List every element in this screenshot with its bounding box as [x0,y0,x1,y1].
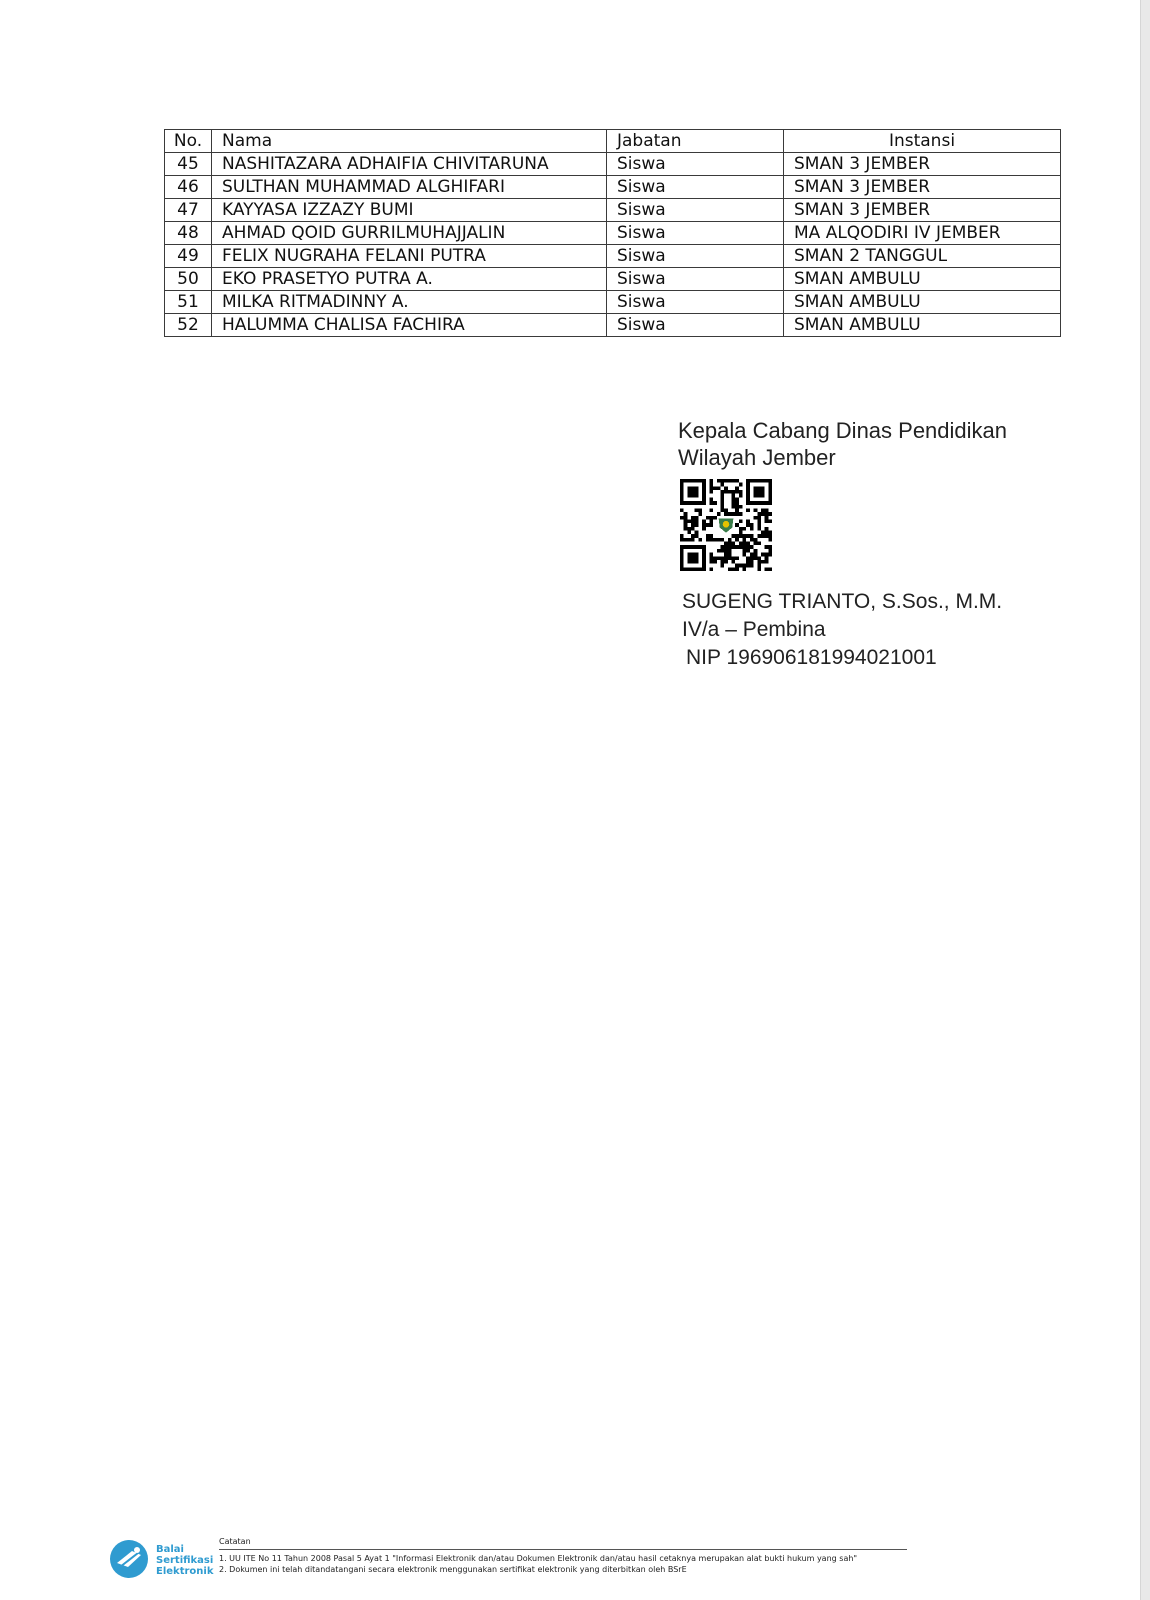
cell-nama: MILKA RITMADINNY A. [212,291,607,314]
cell-nama: KAYYASA IZZAZY BUMI [212,199,607,222]
cell-no: 45 [165,153,212,176]
table-header-row [165,130,1061,153]
cell-nama: EKO PRASETYO PUTRA A. [212,268,607,291]
header-instansi: Instansi [784,130,1061,153]
cell-instansi: SMAN AMBULU [784,314,1061,337]
cell-instansi: SMAN 3 JEMBER [784,176,1061,199]
table-row [165,176,1061,199]
header-jabatan: Jabatan [607,130,784,153]
table-row [165,291,1061,314]
cell-instansi: SMAN 3 JEMBER [784,153,1061,176]
cell-instansi: MA ALQODIRI IV JEMBER [784,222,1061,245]
cell-instansi: SMAN AMBULU [784,291,1061,314]
cell-no: 50 [165,268,212,291]
qr-code-icon [680,479,772,571]
cell-instansi: SMAN 2 TANGGUL [784,245,1061,268]
cell-instansi: SMAN 3 JEMBER [784,199,1061,222]
cell-jabatan: Siswa [607,222,784,245]
cell-jabatan: Siswa [607,314,784,337]
cell-jabatan: Siswa [607,153,784,176]
signer-nip: NIP 196906181994021001 [686,646,937,669]
table-row [165,199,1061,222]
cell-no: 48 [165,222,212,245]
note-2: 2. Dokumen ini telah ditandatangani secara elektronik menggunakan sertifikat elektronik yang diterbitkan oleh BSrE [219,1565,687,1574]
cell-jabatan: Siswa [607,291,784,314]
cell-instansi: SMAN AMBULU [784,268,1061,291]
cell-no: 46 [165,176,212,199]
bsre-brand [156,1544,213,1577]
header-no: No. [165,130,212,153]
signer-name: SUGENG TRIANTO, S.Sos., M.M. [682,590,1003,613]
cell-no: 51 [165,291,212,314]
cell-no: 52 [165,314,212,337]
notes-title: Catatan [219,1537,907,1550]
cell-jabatan: Siswa [607,268,784,291]
cell-nama: NASHITAZARA ADHAIFIA CHIVITARUNA [212,153,607,176]
cell-no: 47 [165,199,212,222]
cell-nama: HALUMMA CHALISA FACHIRA [212,314,607,337]
table-row [165,268,1061,291]
cell-no: 49 [165,245,212,268]
header-nama: Nama [212,130,607,153]
footer-notes [219,1537,907,1575]
table-row [165,245,1061,268]
table-body [165,153,1061,337]
table-row [165,153,1061,176]
cell-nama: SULTHAN MUHAMMAD ALGHIFARI [212,176,607,199]
participant-table [164,129,1061,337]
cell-jabatan: Siswa [607,199,784,222]
cell-jabatan: Siswa [607,245,784,268]
brand-line-3: Elektronik [156,1566,214,1577]
cell-nama: FELIX NUGRAHA FELANI PUTRA [212,245,607,268]
signer-rank: IV/a – Pembina [682,618,826,641]
table-row [165,314,1061,337]
table-row [165,222,1061,245]
brand-line-1: Balai [156,1544,184,1555]
cell-jabatan: Siswa [607,176,784,199]
position-line-2: Wilayah Jember [678,445,836,470]
signature-position [678,417,1007,471]
note-1: 1. UU ITE No 11 Tahun 2008 Pasal 5 Ayat 1 "Informasi Elektronik dan/atau Dokumen Elektronik dan/atau hasil cetaknya merupakan alat bukti hukum yang sah" [219,1554,858,1563]
position-line-1: Kepala Cabang Dinas Pendidikan [678,418,1008,443]
signer-block [682,588,1002,672]
brand-line-2: Sertifikasi [156,1555,214,1566]
cell-nama: AHMAD QOID GURRILMUHAJJALIN [212,222,607,245]
